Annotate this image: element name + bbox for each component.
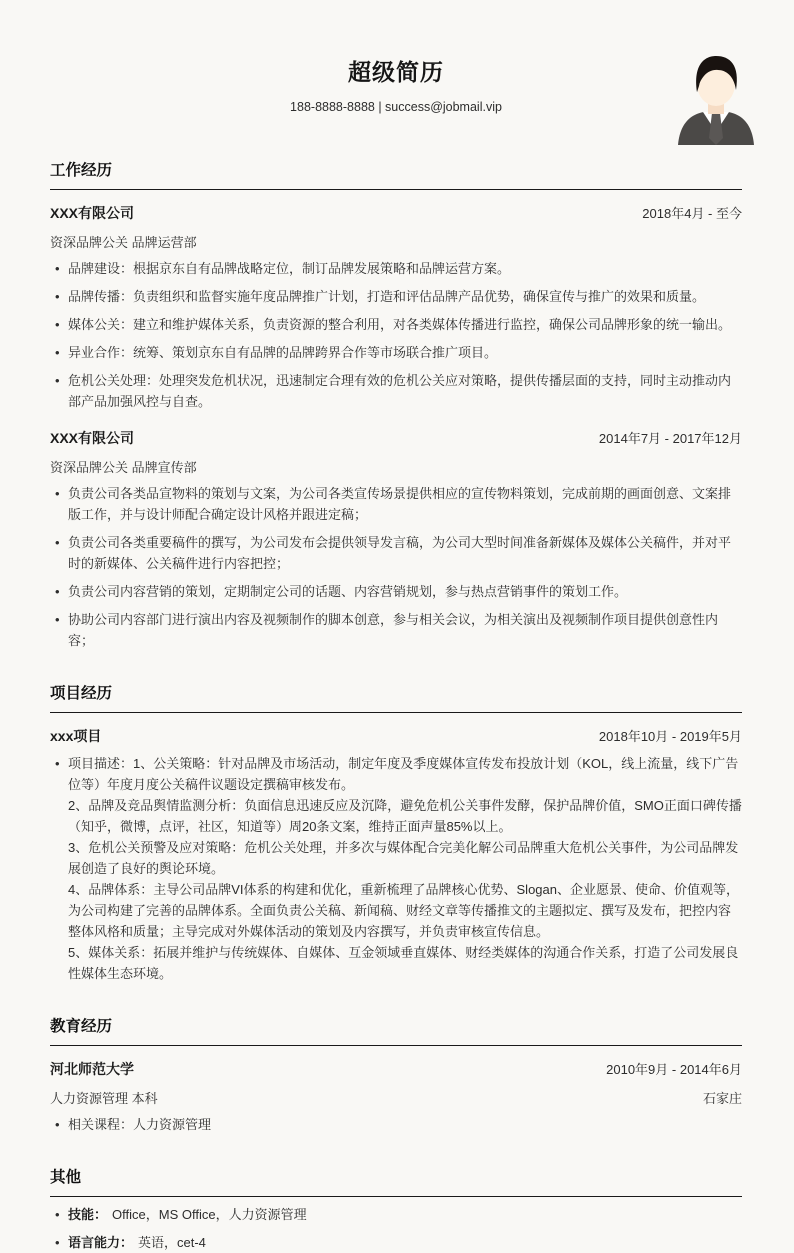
date-range: 2010年9月 - 2014年6月 — [606, 1062, 742, 1077]
bullet-item — [50, 609, 742, 651]
resume-header — [50, 54, 742, 114]
section-heading-other: 其他 — [50, 1165, 742, 1197]
project-entry — [50, 726, 742, 984]
job-title: 资深品牌公关 品牌宣传部 — [50, 460, 197, 475]
job-title: 资深品牌公关 品牌运营部 — [50, 235, 197, 250]
bullet-list — [50, 1204, 742, 1253]
work-entry — [50, 203, 742, 412]
school-location: 石家庄 — [702, 1091, 742, 1106]
education-entry — [50, 1059, 742, 1135]
section-heading-projects: 项目经历 — [50, 681, 742, 713]
contact-line: 188-8888-8888 | success@jobmail.vip — [290, 100, 502, 114]
bullet-item — [50, 286, 742, 307]
bullet-item — [50, 258, 742, 279]
skill-value: Office，MS Office，人力资源管理 — [112, 1207, 307, 1222]
date-range: 2018年10月 - 2019年5月 — [598, 729, 742, 744]
bullet-text: 协助公司内容部门进行演出内容及视频制作的脚本创意，参与相关会议，为相关演出及视频制作项目提供创意性内容； — [68, 612, 719, 648]
skill-label: 技能： — [68, 1207, 108, 1222]
section-project-experience — [50, 681, 742, 984]
section-education — [50, 1014, 742, 1135]
entry-header-row — [50, 726, 742, 746]
language-value: 英语，cet-4 — [138, 1235, 206, 1250]
bullet-list — [50, 1114, 742, 1135]
bullet-text: 异业合作：统筹、策划京东自有品牌的品牌跨界合作等市场联合推广项目。 — [68, 345, 498, 360]
entry-header-row — [50, 1059, 742, 1079]
bullet-item — [50, 532, 742, 574]
bullet-text: 品牌传播：负责组织和监督实施年度品牌推广计划，打造和评估品牌产品优势，确保宣传与推广的效果和质量。 — [68, 289, 706, 304]
avatar — [672, 52, 760, 145]
project-description — [50, 753, 742, 984]
entry-subheader-row — [50, 232, 742, 251]
bullet-text: 负责公司内容营销的策划，定期制定公司的话题、内容营销规划，参与热点营销事件的策划工作。 — [68, 584, 628, 599]
section-other — [50, 1165, 742, 1253]
project-name: xxx项目 — [50, 728, 102, 744]
company-name: XXX有限公司 — [50, 430, 135, 446]
description-line: 3、危机公关预警及应对策略：危机公关处理，并多次与媒体配合完美化解公司品牌重大危机公关事件，为公司品牌发展创造了良好的舆论环境。 — [68, 840, 739, 876]
school-name: 河北师范大学 — [50, 1061, 134, 1077]
description-line: 5、媒体关系：拓展并维护与传统媒体、自媒体、互金领域垂直媒体、财经类媒体的沟通合作关系，打造了公司发展良性媒体生态环境。 — [68, 945, 739, 981]
bullet-list — [50, 753, 742, 984]
male-avatar-icon — [672, 52, 760, 145]
bullet-text: 负责公司各类品宣物料的策划与文案，为公司各类宣传场景提供相应的宣传物料策划，完成前期的画面创意、文案排版工作，并与设计师配合确定设计风格并跟进定稿； — [68, 486, 732, 522]
degree-major: 人力资源管理 本科 — [50, 1091, 158, 1106]
bullet-text: 品牌建设：根据京东自有品牌战略定位，制订品牌发展策略和品牌运营方案。 — [68, 261, 511, 276]
date-range: 2014年7月 - 2017年12月 — [598, 431, 742, 446]
company-name: XXX有限公司 — [50, 205, 135, 221]
work-entry — [50, 428, 742, 651]
section-work-experience — [50, 158, 742, 651]
entry-subheader-row — [50, 1088, 742, 1107]
bullet-list — [50, 258, 742, 412]
bullet-text: 负责公司各类重要稿件的撰写，为公司发布会提供领导发言稿，为公司大型时间准备新媒体及媒体公关稿件，并对平时的新媒体、公关稿件进行内容把控； — [68, 535, 732, 571]
resume-title: 超级简历 — [348, 59, 444, 85]
language-item — [50, 1232, 742, 1253]
bullet-text: 相关课程：人力资源管理 — [68, 1117, 212, 1132]
bullet-item — [50, 314, 742, 335]
skill-item — [50, 1204, 742, 1225]
entry-subheader-row — [50, 457, 742, 476]
description-line: • 项目描述：1、公关策略：针对品牌及市场活动，制定年度及季度媒体宣传发布投放计划（KOL，线上流量，线下广告位等）年度月度公关稿件议题设定撰稿审核发布。 — [68, 756, 739, 792]
bullet-list — [50, 483, 742, 651]
bullet-text: 危机公关处理：处理突发危机状况，迅速制定合理有效的危机公关应对策略，提供传播层面的支持，同时主动推动内部产品加强风控与自查。 — [68, 373, 732, 409]
bullet-item — [50, 581, 742, 602]
bullet-item — [50, 370, 742, 412]
section-heading-education: 教育经历 — [50, 1014, 742, 1046]
bullet-item — [50, 483, 742, 525]
date-range: 2018年4月 - 至今 — [642, 206, 742, 221]
language-label: 语言能力： — [68, 1235, 134, 1250]
bullet-item — [50, 342, 742, 363]
section-heading-work: 工作经历 — [50, 158, 742, 190]
bullet-text: 媒体公关：建立和维护媒体关系，负责资源的整合利用，对各类媒体传播进行监控，确保公司品牌形象的统一输出。 — [68, 317, 732, 332]
entry-header-row — [50, 203, 742, 223]
bullet-item — [50, 1114, 742, 1135]
description-line: 4、品牌体系：主导公司品牌VI体系的构建和优化，重新梳理了品牌核心优势、Slogan、企业愿景、使命、价值观等，为公司构建了完善的品牌体系。全面负责公关稿、新闻稿、财经文章等传播推文的主题拟定、撰写及发布，把控内容整体风格和质量；主导完成对外媒体活动的策划及内容撰写，并负责审核宣传信息。 — [68, 882, 739, 939]
description-line: 2、品牌及竞品舆情监测分析：负面信息迅速反应及沉降，避免危机公关事件发酵，保护品牌价值，SMO正面口碑传播（知乎，微博，点评，社区，知道等）周20条文案，维持正面声量85%以上。 — [68, 798, 742, 834]
entry-header-row — [50, 428, 742, 448]
